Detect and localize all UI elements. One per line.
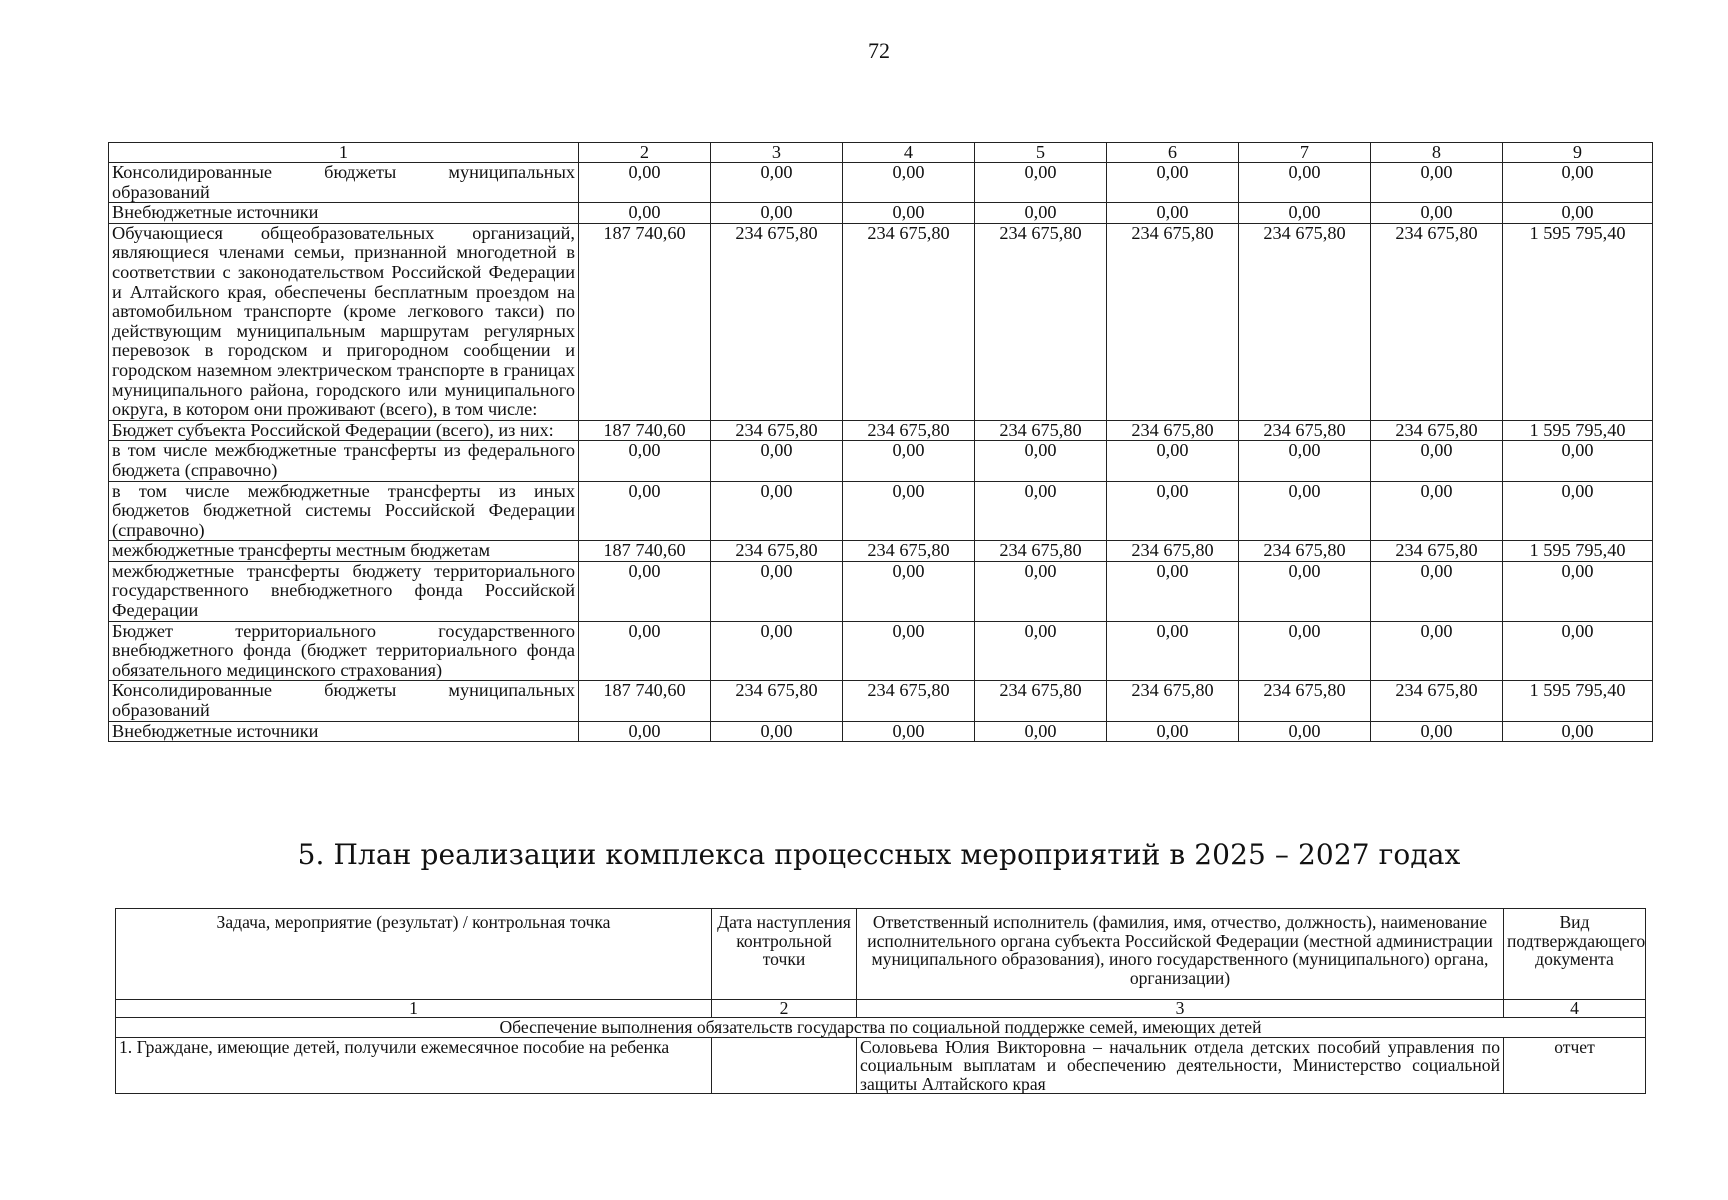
value-cell: 234 675,80	[1239, 420, 1371, 441]
plan-table	[115, 908, 1646, 1094]
value-cell: 0,00	[843, 441, 975, 481]
value-cell: 0,00	[1371, 481, 1503, 541]
column-number: 9	[1503, 143, 1653, 163]
budget-table-header	[109, 143, 1653, 163]
value-cell: 0,00	[711, 163, 843, 203]
value-cell: 1 595 795,40	[1503, 420, 1653, 441]
value-cell: 234 675,80	[711, 223, 843, 420]
value-cell: 234 675,80	[843, 681, 975, 721]
page-number: 72	[868, 38, 890, 63]
plan-table-index-row	[116, 1000, 1646, 1018]
value-cell: 0,00	[1371, 441, 1503, 481]
value-cell: 0,00	[579, 481, 711, 541]
value-cell: 0,00	[579, 561, 711, 621]
value-cell: 234 675,80	[843, 223, 975, 420]
value-cell: 0,00	[1107, 163, 1239, 203]
value-cell: 234 675,80	[711, 681, 843, 721]
section-title: 5. План реализации комплекса процессных мероприятий в 2025 – 2027 годах	[297, 838, 1461, 871]
value-cell: 0,00	[975, 721, 1107, 742]
value-cell: 1 595 795,40	[1503, 223, 1653, 420]
value-cell: 0,00	[1371, 721, 1503, 742]
value-cell: 0,00	[975, 203, 1107, 224]
value-cell: 0,00	[579, 163, 711, 203]
value-cell: 0,00	[1371, 203, 1503, 224]
row-label: в том числе межбюджетные трансферты из федерального бюджета (справочно)	[109, 441, 579, 481]
value-cell: 0,00	[579, 203, 711, 224]
group-title: Обеспечение выполнения обязательств государства по социальной поддержке семей, имеющих детей	[116, 1018, 1646, 1038]
value-cell: 0,00	[1239, 561, 1371, 621]
value-cell: 234 675,80	[1371, 541, 1503, 562]
value-cell: 0,00	[1107, 481, 1239, 541]
responsible-cell: Соловьева Юлия Викторовна – начальник отдела детских пособий управления по социальным выплатам и обеспечению деятельности, Министерство социальной защиты Алтайского края	[857, 1037, 1504, 1094]
row-label: в том числе межбюджетные трансферты из иных бюджетов бюджетной системы Российской Федерации (справочно)	[109, 481, 579, 541]
value-cell: 0,00	[843, 203, 975, 224]
value-cell: 234 675,80	[711, 541, 843, 562]
value-cell: 0,00	[843, 721, 975, 742]
value-cell: 0,00	[711, 621, 843, 681]
value-cell: 0,00	[1239, 621, 1371, 681]
value-cell: 234 675,80	[843, 541, 975, 562]
column-number: 5	[975, 143, 1107, 163]
value-cell: 0,00	[711, 481, 843, 541]
column-number: 3	[711, 143, 843, 163]
value-cell: 234 675,80	[1371, 223, 1503, 420]
column-number: 4	[843, 143, 975, 163]
value-cell: 0,00	[1107, 561, 1239, 621]
value-cell: 234 675,80	[975, 541, 1107, 562]
task-cell: 1. Граждане, имеющие детей, получили ежемесячное пособие на ребенка	[116, 1037, 712, 1094]
value-cell: 0,00	[975, 163, 1107, 203]
table-row	[116, 1037, 1646, 1094]
value-cell: 234 675,80	[1107, 541, 1239, 562]
row-label: Консолидированные бюджеты муниципальных образований	[109, 163, 579, 203]
value-cell: 0,00	[579, 441, 711, 481]
value-cell: 0,00	[843, 163, 975, 203]
value-cell: 187 740,60	[579, 223, 711, 420]
row-label: межбюджетные трансферты бюджету территориального государственного внебюджетного фонда Российской Федерации	[109, 561, 579, 621]
value-cell: 0,00	[843, 621, 975, 681]
column-number: 4	[1504, 1000, 1646, 1018]
header-responsible: Ответственный исполнитель (фамилия, имя, отчество, должность), наименование исполнительного органа субъекта Российской Федерации (местной администрации муниципального образования), иного государственного (муниципального) органа, организации)	[857, 909, 1504, 1000]
column-number: 6	[1107, 143, 1239, 163]
value-cell: 0,00	[1239, 441, 1371, 481]
row-label: Бюджет территориального государственного внебюджетного фонда (бюджет территориального фонда обязательного медицинского страхования)	[109, 621, 579, 681]
value-cell: 0,00	[579, 621, 711, 681]
header-date: Дата наступления контрольной точки	[712, 909, 857, 1000]
value-cell: 0,00	[1107, 721, 1239, 742]
header-document: Вид подтверждающего документа	[1504, 909, 1646, 1000]
value-cell: 234 675,80	[975, 420, 1107, 441]
table-row	[109, 681, 1653, 721]
value-cell: 234 675,80	[1371, 420, 1503, 441]
table-row	[109, 481, 1653, 541]
value-cell: 0,00	[1107, 203, 1239, 224]
value-cell: 0,00	[1503, 561, 1653, 621]
table-row	[109, 621, 1653, 681]
document-cell: отчет	[1504, 1037, 1646, 1094]
value-cell: 234 675,80	[1239, 223, 1371, 420]
value-cell: 234 675,80	[1107, 420, 1239, 441]
value-cell: 0,00	[1239, 481, 1371, 541]
value-cell: 0,00	[1239, 721, 1371, 742]
value-cell: 1 595 795,40	[1503, 541, 1653, 562]
value-cell: 234 675,80	[843, 420, 975, 441]
table-row	[109, 561, 1653, 621]
value-cell: 0,00	[975, 561, 1107, 621]
value-cell: 0,00	[1107, 441, 1239, 481]
value-cell: 0,00	[1371, 163, 1503, 203]
value-cell: 234 675,80	[1239, 681, 1371, 721]
table-row	[109, 420, 1653, 441]
value-cell: 0,00	[843, 481, 975, 541]
value-cell: 0,00	[975, 621, 1107, 681]
value-cell: 187 740,60	[579, 541, 711, 562]
row-label: Консолидированные бюджеты муниципальных образований	[109, 681, 579, 721]
table-row	[109, 163, 1653, 203]
value-cell: 234 675,80	[975, 681, 1107, 721]
value-cell: 234 675,80	[1107, 681, 1239, 721]
value-cell: 0,00	[1503, 621, 1653, 681]
value-cell: 0,00	[1107, 621, 1239, 681]
table-row	[109, 441, 1653, 481]
value-cell: 0,00	[1371, 561, 1503, 621]
value-cell: 234 675,80	[1239, 541, 1371, 562]
column-number: 1	[109, 143, 579, 163]
value-cell: 0,00	[711, 441, 843, 481]
value-cell: 0,00	[711, 721, 843, 742]
value-cell: 234 675,80	[975, 223, 1107, 420]
value-cell: 0,00	[711, 203, 843, 224]
value-cell: 0,00	[711, 561, 843, 621]
value-cell: 0,00	[843, 561, 975, 621]
value-cell: 0,00	[975, 441, 1107, 481]
value-cell: 234 675,80	[1371, 681, 1503, 721]
value-cell: 0,00	[1239, 203, 1371, 224]
value-cell: 0,00	[1503, 163, 1653, 203]
value-cell: 187 740,60	[579, 681, 711, 721]
value-cell: 234 675,80	[1107, 223, 1239, 420]
column-number: 3	[857, 1000, 1504, 1018]
value-cell: 0,00	[579, 721, 711, 742]
row-label: Внебюджетные источники	[109, 721, 579, 742]
column-number: 2	[712, 1000, 857, 1018]
plan-table-header	[116, 909, 1646, 1000]
value-cell: 0,00	[1371, 621, 1503, 681]
value-cell: 0,00	[1239, 163, 1371, 203]
date-cell	[712, 1037, 857, 1094]
row-label: Обучающиеся общеобразовательных организаций, являющиеся членами семьи, признанной многодетной в соответствии с законодательством Российской Федерации и Алтайского края, обеспечены бесплатным проездом на автомобильном транспорте (кроме легкового такси) по действующим муниципальным маршрутам регулярных перевозок в городском и пригородном сообщении и городском наземном электрическом транспорте в границах муниципального района, городского или муниципального округа, в котором они проживают (всего), в том числе:	[109, 223, 579, 420]
value-cell: 0,00	[1503, 481, 1653, 541]
value-cell: 0,00	[1503, 203, 1653, 224]
table-row	[109, 541, 1653, 562]
value-cell: 0,00	[1503, 721, 1653, 742]
column-number: 7	[1239, 143, 1371, 163]
value-cell: 0,00	[1503, 441, 1653, 481]
row-label: межбюджетные трансферты местным бюджетам	[109, 541, 579, 562]
value-cell: 0,00	[975, 481, 1107, 541]
value-cell: 234 675,80	[711, 420, 843, 441]
table-row	[109, 223, 1653, 420]
table-row	[109, 721, 1653, 742]
column-number: 8	[1371, 143, 1503, 163]
value-cell: 1 595 795,40	[1503, 681, 1653, 721]
group-row	[116, 1018, 1646, 1038]
column-number: 2	[579, 143, 711, 163]
table-row	[109, 203, 1653, 224]
column-number: 1	[116, 1000, 712, 1018]
header-task: Задача, мероприятие (результат) / контрольная точка	[116, 909, 712, 1000]
row-label: Бюджет субъекта Российской Федерации (всего), из них:	[109, 420, 579, 441]
budget-table	[108, 142, 1653, 742]
row-label: Внебюджетные источники	[109, 203, 579, 224]
value-cell: 187 740,60	[579, 420, 711, 441]
